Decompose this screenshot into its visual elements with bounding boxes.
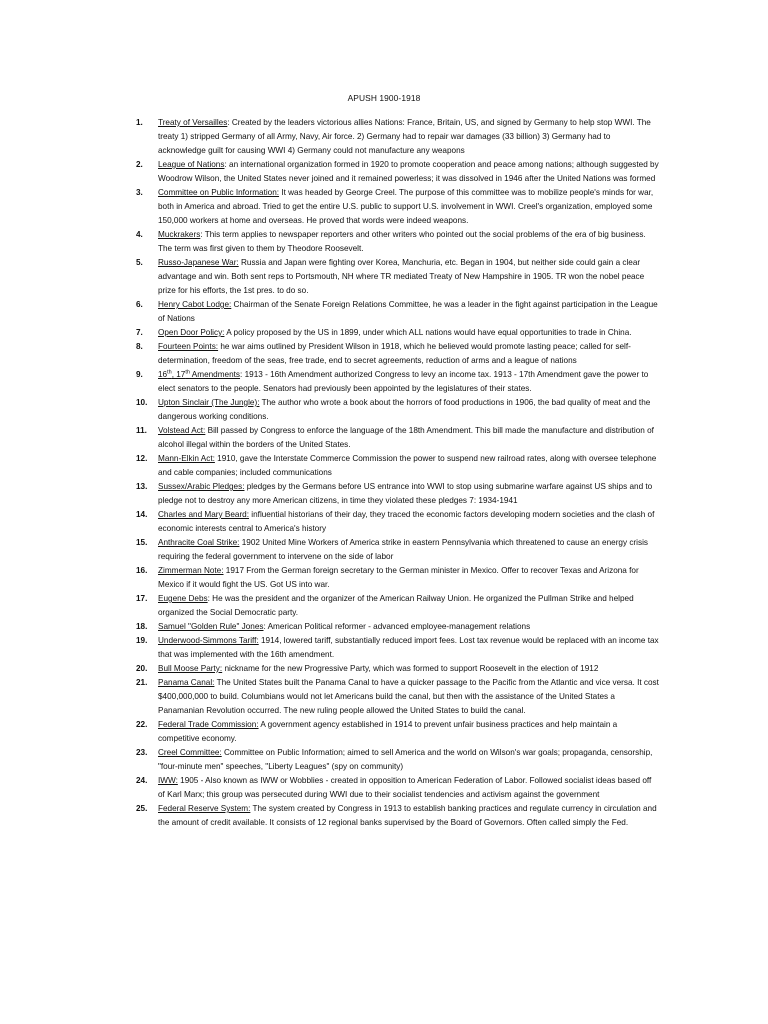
term: Samuel "Golden Rule" Jones <box>158 622 264 631</box>
term: Treaty of Versailles <box>158 118 228 127</box>
term-part: 16 <box>158 370 168 379</box>
list-item <box>0 564 768 592</box>
list-item <box>0 298 768 326</box>
term: Charles and Mary Beard: <box>158 510 250 519</box>
list-item <box>0 158 768 186</box>
list-item <box>0 326 768 340</box>
definition: The system created by Congress in 1913 to establish banking practices and regulate currency in circulation and the amount of credit available. It consists of 12 regional banks supervised by the Board of Governors. Often called simply the Fed. <box>158 804 657 827</box>
list-item <box>0 592 768 620</box>
superscript: th <box>185 369 190 376</box>
term: Zimmerman Note: <box>158 566 224 575</box>
term: Underwood-Simmons Tariff: <box>158 636 259 645</box>
item-number: 25. <box>136 804 148 813</box>
list-item <box>0 396 768 424</box>
item-number: 7. <box>136 328 143 337</box>
definition: influential historians of their day, they traced the economic factors developing modern societies and the clash of economic interests central to America's history <box>158 510 655 533</box>
term: Volstead Act: <box>158 426 206 435</box>
definition: Russia and Japan were fighting over Korea, Manchuria, etc. Began in 1904, but neither side could gain a clear advantage and win. Both sent reps to Portsmouth, NH where TR mediated Treaty of New Hampshire in 1905. TR won the nobel peace prize for his efforts, the 1st pres. to do so. <box>158 258 645 295</box>
list-item <box>0 186 768 228</box>
item-number: 2. <box>136 160 143 169</box>
item-number: 22. <box>136 720 148 729</box>
item-number: 16. <box>136 566 148 575</box>
item-number: 13. <box>136 482 148 491</box>
definition: It was headed by George Creel. The purpose of this committee was to mobilize people's minds for war, both in America and abroad. Tried to get the entire U.S. public to support U.S. involvement in WWI. Creel's organization, employed some 150,000 workers at home and overseas. He proved that words were indeed weapons. <box>158 188 654 225</box>
term: Muckrakers <box>158 230 201 239</box>
definition: nickname for the new Progressive Party, which was formed to support Roosevelt in the election of 1912 <box>222 664 599 673</box>
item-number: 6. <box>136 300 143 309</box>
term: League of Nations <box>158 160 225 169</box>
item-number: 8. <box>136 342 143 351</box>
item-number: 12. <box>136 454 148 463</box>
definition: : Created by the leaders victorious allies Nations: France, Britain, US, and signed by Germany to help stop WWI. The treaty 1) stripped Germany of all Army, Navy, Air force. 2) Germany had to repair war damages (33 billion) 3) Germany had to acknowledge guilt for causing WWI 4) Germany could not manufacture any weapons <box>158 118 651 155</box>
term: Federal Reserve System: <box>158 804 251 813</box>
term-part: Amendments <box>189 370 241 379</box>
term: Panama Canal: <box>158 678 215 687</box>
list-item <box>0 746 768 774</box>
list-item <box>0 802 768 830</box>
definition: Committee on Public Information; aimed to sell America and the world on Wilson's war goals; propaganda, censorship, "four-minute men" speeches, "Liberty Leagues" (spy on community) <box>158 748 653 771</box>
definition: 1917 From the German foreign secretary to the German minister in Mexico. Offer to recover Texas and Arizona for Mexico if it would fight the US. Got US into war. <box>158 566 639 589</box>
list-item <box>0 634 768 662</box>
item-number: 15. <box>136 538 148 547</box>
definition: : an international organization formed in 1920 to promote cooperation and peace among nations; although suggested by Woodrow Wilson, the United States never joined and it remained powerless; it was dissolved in 1946 after the United Nations was formed <box>158 160 659 183</box>
page-title: APUSH 1900-1918 <box>347 93 421 103</box>
term: Sussex/Arabic Pledges: <box>158 482 245 491</box>
term: Bull Moose Party: <box>158 664 223 673</box>
item-number: 11. <box>136 426 147 435</box>
term: Henry Cabot Lodge: <box>158 300 232 309</box>
definition: 1902 United Mine Workers of America strike in eastern Pennsylvania which threatened to cause an energy crisis requiring the federal government to intervene on the side of labor <box>158 538 648 561</box>
list-item <box>0 480 768 508</box>
item-number: 24. <box>136 776 148 785</box>
definition: : American Political reformer - advanced employee-management relations <box>263 622 531 631</box>
list-item <box>0 228 768 256</box>
item-number: 1. <box>136 118 143 127</box>
item-number: 19. <box>136 636 148 645</box>
term-list <box>0 116 768 830</box>
term: Eugene Debs <box>158 594 208 603</box>
definition: The United States built the Panama Canal to have a quicker passage to the Pacific from the Atlantic and vice versa. It cost $400,000,000 to build. Columbians would not let Americans build the canal, but then with the assistance of the United States a Panamanian Revolution occurred. The new ruling people allowed the United States to build the canal. <box>158 678 659 715</box>
definition: 1914, lowered tariff, substantially reduced import fees. Lost tax revenue would be replaced with an income tax that was implemented with the 16th amendment. <box>158 636 659 659</box>
term: Anthracite Coal Strike: <box>158 538 240 547</box>
term <box>158 370 240 379</box>
term: Federal Trade Commission: <box>158 720 259 729</box>
list-item <box>0 368 768 396</box>
list-item <box>0 452 768 480</box>
list-item <box>0 424 768 452</box>
definition: Chairman of the Senate Foreign Relations Committee, he was a leader in the fight against participation in the League of Nations <box>158 300 658 323</box>
definition: A government agency established in 1914 to prevent unfair business practices and help maintain a competitive economy. <box>158 720 618 743</box>
item-number: 4. <box>136 230 143 239</box>
list-item <box>0 676 768 718</box>
definition: : 1913 - 16th Amendment authorized Congress to levy an income tax. 1913 - 17th Amendment gave the power to elect senators to the people. Senators had previously been appointed by the legislatures of their states. <box>158 370 649 393</box>
definition: The author who wrote a book about the horrors of food productions in 1906, the bad quality of meat and the dangerous working conditions. <box>158 398 651 421</box>
term: Committee on Public Information: <box>158 188 280 197</box>
definition: : This term applies to newspaper reporters and other writers who pointed out the social problems of the era of big business. The term was first given to them by Theodore Roosevelt. <box>158 230 646 253</box>
definition: Bill passed by Congress to enforce the language of the 18th Amendment. This bill made the manufacture and distribution of alcohol illegal within the borders of the United States. <box>158 426 654 449</box>
item-number: 14. <box>136 510 148 519</box>
term: Open Door Policy: <box>158 328 225 337</box>
term: Fourteen Points: <box>158 342 219 351</box>
definition: A policy proposed by the US in 1899, under which ALL nations would have equal opportunities to trade in China. <box>224 328 632 337</box>
item-number: 20. <box>136 664 148 673</box>
definition: pledges by the Germans before US entrance into WWI to stop using submarine warfare against US ships and to pledge not to destroy any more American citizens, in time they violated these pledges 7: 1934-1941 <box>158 482 653 505</box>
definition: 1910, gave the Interstate Commerce Commission the power to suspend new railroad rates, along with oversee telephone and cable companies; included communications <box>158 454 657 477</box>
term: Upton Sinclair (The Jungle): <box>158 398 260 407</box>
definition: : He was the president and the organizer of the American Railway Union. He organized the Pullman Strike and helped organized the Social Democratic party. <box>158 594 634 617</box>
term-part: , 17 <box>171 370 186 379</box>
list-item <box>0 116 768 158</box>
list-item <box>0 256 768 298</box>
list-item <box>0 662 768 676</box>
item-number: 5. <box>136 258 143 267</box>
item-number: 17. <box>136 594 148 603</box>
list-item <box>0 508 768 536</box>
term: Creel Committee: <box>158 748 222 757</box>
list-item <box>0 620 768 634</box>
list-item <box>0 774 768 802</box>
term: IWW: <box>158 776 178 785</box>
item-number: 21. <box>136 678 148 687</box>
item-number: 18. <box>136 622 148 631</box>
item-number: 9. <box>136 370 143 379</box>
superscript: th <box>167 369 172 376</box>
item-number: 10. <box>136 398 148 407</box>
term: Mann-Elkin Act: <box>158 454 215 463</box>
list-item <box>0 340 768 368</box>
item-number: 3. <box>136 188 143 197</box>
definition: he war aims outlined by President Wilson in 1918, which he believed would promote lasting peace; called for self-determination, freedom of the seas, free trade, end to secret agreements, reduction of arms and a league of nations <box>158 342 631 365</box>
term: Russo-Japanese War: <box>158 258 239 267</box>
definition: 1905 - Also known as IWW or Wobblies - created in opposition to American Federation of Labor. Followed socialist ideas based off of Karl Marx; this group was persecuted during WWI due to their socialist tendencies and activism against the government <box>158 776 652 799</box>
list-item <box>0 718 768 746</box>
item-number: 23. <box>136 748 148 757</box>
list-item <box>0 536 768 564</box>
